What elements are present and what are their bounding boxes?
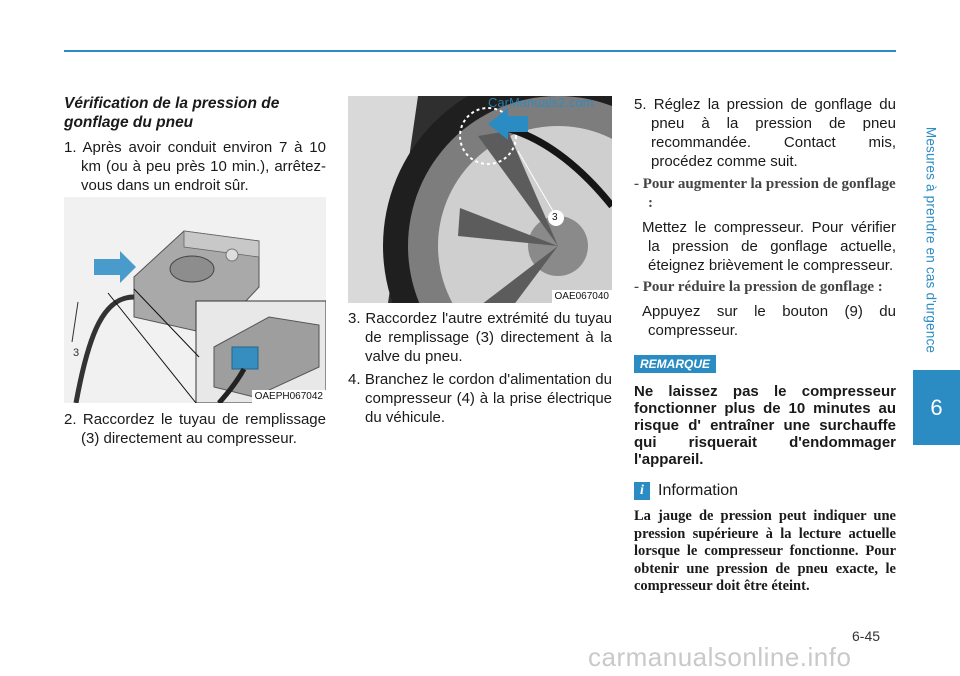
compressor-illustration (64, 197, 326, 403)
section-side-label: Mesures à prendre en cas d'urgence (923, 126, 939, 354)
increase-pressure-heading: - Pour augmenter la pression de gonflage : (634, 176, 896, 211)
figure-callout: 3 (552, 212, 558, 223)
column-1-lower (64, 410, 326, 448)
tire-wheel-illustration (348, 96, 612, 303)
remarque-text: Ne laissez pas le compresseur fonctionner plus de 10 minutes au risque d' entraîner une surchauffe qui risquerait d'endommager l'appareil. (634, 383, 896, 468)
figure-code: OAEPH067042 (252, 390, 326, 403)
footer-watermark: carmanualsonline.info (588, 642, 852, 672)
figure-callout: 3 (73, 347, 80, 359)
compressor-figure (64, 197, 326, 403)
info-title: Information (658, 482, 739, 499)
figure-code: OAE067040 (552, 290, 613, 303)
column-2 (348, 309, 612, 427)
step-1: 1. Après avoir conduit environ 7 à 10 km (ou à peu près 10 min.), arrêtez-vous dans un endroit sûr. (64, 139, 326, 194)
step-3: 3. Raccordez l'autre extrémité du tuyau de remplissage (3) directement à la valve du pneu. (348, 310, 612, 365)
increase-pressure-text: Mettez le compresseur. Pour vérifier la pression de gonflage actuelle, éteignez brièvement le compresseur. (642, 219, 896, 274)
info-heading (634, 482, 896, 500)
remarque-block (634, 355, 896, 468)
header-rule (64, 50, 896, 52)
tire-valve-figure (348, 96, 612, 303)
step-5: 5. Réglez la pression de gonflage du pneu à la pression de pneu recommandée. Contact mis, procédez comme suit. (634, 96, 896, 170)
chapter-tab: 6 (913, 370, 960, 445)
column-3 (634, 95, 896, 596)
page-number: 6-45 (852, 628, 881, 644)
figure-watermark: CarManuals2.com (488, 96, 594, 110)
info-icon: i (634, 482, 650, 500)
remarque-badge: REMARQUE (634, 355, 716, 373)
info-block (634, 482, 896, 596)
step-2: 2. Raccordez le tuyau de remplissage (3) directement au compresseur. (64, 411, 326, 447)
info-text: La jauge de pression peut indiquer une pression supérieure à la lecture actuelle lorsque le compresseur fonctionne. Pour obtenir une pression de pneu exacte, le compresseur doit être éteint. (634, 508, 896, 594)
decrease-pressure-text: Appuyez sur le bouton (9) du compresseur. (642, 303, 896, 339)
section-heading: Vérification de la pression de gonflage du pneu (64, 95, 280, 131)
decrease-pressure-heading: - Pour réduire la pression de gonflage : (634, 279, 883, 295)
column-1 (64, 94, 326, 195)
step-4: 4. Branchez le cordon d'alimentation du compresseur (4) à la prise électrique du véhicule. (348, 371, 612, 426)
